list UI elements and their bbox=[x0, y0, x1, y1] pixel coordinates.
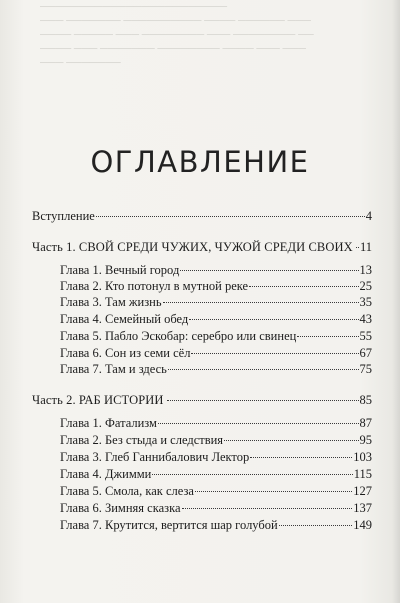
toc-entry-page: 67 bbox=[359, 346, 372, 360]
toc-entry-label: Глава 5. Смола, как слеза bbox=[60, 484, 194, 498]
toc-entry-chapter[interactable] bbox=[60, 278, 372, 294]
toc-entry-page: 25 bbox=[359, 279, 372, 293]
toc-entry-label: Глава 2. Без стыда и следствия bbox=[60, 433, 224, 447]
toc-entry-page: 43 bbox=[359, 312, 372, 326]
leader-dots bbox=[224, 439, 358, 441]
toc-entry-chapter[interactable] bbox=[60, 483, 372, 499]
leader-dots bbox=[182, 507, 353, 509]
toc-entry-page: 35 bbox=[359, 295, 372, 309]
leader-dots bbox=[249, 285, 358, 287]
toc-entry-label: Часть 1. СВОЙ СРЕДИ ЧУЖИХ, ЧУЖОЙ СРЕДИ СВОИХ bbox=[32, 240, 353, 254]
leader-dots bbox=[152, 473, 352, 475]
toc-entry-label: Глава 1. Вечный город bbox=[60, 263, 180, 277]
toc-entry-label: Глава 2. Кто потонул в мутной реке bbox=[60, 279, 249, 293]
toc-entry-chapter[interactable] bbox=[60, 294, 372, 310]
toc-entry-page: 95 bbox=[359, 433, 372, 447]
toc-entry-page: 149 bbox=[353, 518, 372, 532]
leader-dots bbox=[189, 318, 358, 320]
toc-entry-chapter[interactable] bbox=[60, 449, 372, 465]
toc-entry-intro[interactable] bbox=[32, 208, 372, 224]
toc-entry-page: 4 bbox=[365, 209, 372, 223]
toc-entry-page: 115 bbox=[353, 467, 372, 481]
leader-dots bbox=[167, 399, 359, 401]
toc-entry-chapter[interactable] bbox=[60, 328, 372, 344]
leader-dots bbox=[191, 352, 358, 354]
bleed-through-text: ──────────────────────── ─── ─────── ────────── ──── ────── ─── ──── ───── ─── ──────── ─── ──────── ── ──── ─── ─────── ──────── ──── ─── ─── ─── ─────── bbox=[40, 1, 314, 69]
toc-entry-chapter[interactable] bbox=[60, 311, 372, 327]
leader-dots bbox=[163, 301, 359, 303]
toc-entry-page: 75 bbox=[359, 362, 372, 376]
toc-entry-chapter[interactable] bbox=[60, 262, 372, 278]
leader-dots bbox=[168, 368, 359, 370]
toc-entry-label: Глава 4. Семейный обед bbox=[60, 312, 189, 326]
leader-dots bbox=[158, 422, 359, 424]
leader-dots bbox=[250, 456, 352, 458]
toc-entry-label: Часть 2. РАБ ИСТОРИИ bbox=[32, 393, 164, 407]
toc-entry-label: Глава 7. Крутится, вертится шар голубой bbox=[60, 518, 278, 532]
toc-entry-part-1[interactable] bbox=[32, 239, 372, 255]
toc-entry-label: Глава 3. Там жизнь bbox=[60, 295, 162, 309]
toc-entry-label: Глава 1. Фатализм bbox=[60, 416, 157, 430]
leader-dots bbox=[96, 215, 365, 217]
toc-entry-chapter[interactable] bbox=[60, 500, 372, 516]
leader-dots bbox=[195, 490, 352, 492]
toc-entry-page: 87 bbox=[359, 416, 372, 430]
toc-entry-chapter[interactable] bbox=[60, 432, 372, 448]
toc-entry-page: 127 bbox=[353, 484, 372, 498]
toc-entry-part-2[interactable] bbox=[32, 392, 372, 408]
toc-entry-chapter[interactable] bbox=[60, 361, 372, 377]
toc-entry-chapter[interactable] bbox=[60, 466, 372, 482]
toc-entry-chapter[interactable] bbox=[60, 415, 372, 431]
page-edge-shadow bbox=[392, 0, 400, 603]
toc-entry-page: 11 bbox=[359, 240, 372, 254]
toc-title: ОГЛАВЛЕНИЕ bbox=[90, 145, 310, 179]
toc-entry-page: 55 bbox=[359, 329, 372, 343]
toc-entry-chapter[interactable] bbox=[60, 345, 372, 361]
toc-entry-chapter[interactable] bbox=[60, 517, 372, 533]
toc-entry-page: 103 bbox=[353, 450, 372, 464]
toc-entry-page: 137 bbox=[353, 501, 372, 515]
toc-entry-label: Глава 4. Джимми bbox=[60, 467, 152, 481]
toc-entry-label: Вступление bbox=[32, 209, 95, 223]
leader-dots bbox=[180, 269, 358, 271]
toc-entry-label: Глава 6. Зимняя сказка bbox=[60, 501, 181, 515]
toc-entry-page: 85 bbox=[359, 393, 372, 407]
leader-dots bbox=[297, 335, 358, 337]
toc-entry-label: Глава 3. Глеб Ганнибалович Лектор bbox=[60, 450, 250, 464]
toc-entry-label: Глава 5. Пабло Эскобар: серебро или свинец bbox=[60, 329, 297, 343]
toc-entry-label: Глава 6. Сон из семи сёл bbox=[60, 346, 191, 360]
leader-dots bbox=[279, 524, 353, 526]
toc-entry-label: Глава 7. Там и здесь bbox=[60, 362, 167, 376]
toc-entry-page: 13 bbox=[359, 263, 372, 277]
leader-dots bbox=[356, 246, 359, 248]
